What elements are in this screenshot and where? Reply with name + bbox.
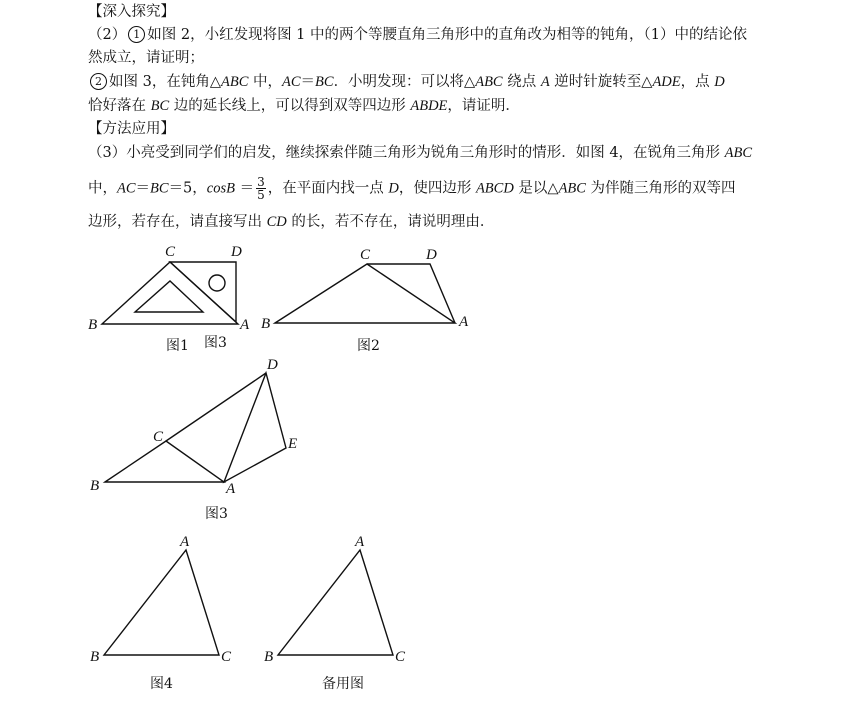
fig5-label-b: B <box>264 649 274 665</box>
fig3-label-c: C <box>153 429 164 445</box>
problem-2b-line-1: 2 如图 3，在钝角△ABC 中，AC＝BC．小明发现：可以将△ABC 绕点 A 逆时针旋转至△ADE，点 D <box>88 72 725 92</box>
fig3-label-a: A <box>226 481 236 497</box>
problem-3-line-2: 中，AC＝BC＝5，cosB ＝ $\frac{3}{5}$ ，在平面内找一点 D，使四边形 ABCD 是以△ABC 为伴随三角形的双等四 <box>88 175 736 202</box>
fig1-caption: 图1 <box>166 338 189 354</box>
fig3-caption: 图3 <box>205 506 228 522</box>
figure-4-triangle <box>104 550 219 655</box>
heading-explore: 【深入探究】 <box>88 4 175 20</box>
fig5-caption: 备用图 <box>322 676 364 692</box>
fig3-triangle-ade <box>224 373 286 482</box>
fig1-caption-overlap: 图3 <box>204 335 227 351</box>
fig4-label-c: C <box>221 649 232 665</box>
figure-2 <box>275 264 455 323</box>
fig1-circle-hole <box>209 275 225 291</box>
figure-1 <box>102 262 238 324</box>
fig3-label-e: E <box>288 436 298 452</box>
fig5-label-c: C <box>395 649 406 665</box>
circled-number-icon: 2 <box>90 73 107 90</box>
fig1-label-d: D <box>231 244 242 260</box>
fig2-label-d: D <box>426 247 437 263</box>
spare-figure-triangle <box>278 550 393 655</box>
figure-3 <box>105 373 286 482</box>
fig3-label-b: B <box>90 478 100 494</box>
fraction: $\frac{3}{5}$ <box>257 175 265 202</box>
problem-2-line-2: 然成立，请证明； <box>88 50 204 66</box>
problem-2b-line-2: 恰好落在 BC 边的延长线上，可以得到双等四边形 ABDE，请证明． <box>88 98 520 114</box>
fig1-outer-triangle <box>102 262 238 324</box>
problem-3-line-3: 边形，若存在，请直接写出 CD 的长，若不存在，请说明理由． <box>88 214 495 230</box>
fig4-caption: 图4 <box>150 676 173 692</box>
problem-3-line-1: （3）小亮受到同学们的启发，继续探索伴随三角形为锐角三角形时的情形．如图 4，在锐角三角形 ABC <box>88 145 753 161</box>
fig3-bc-extension <box>166 373 266 441</box>
fig3-triangle-abc <box>105 441 224 482</box>
fig3-label-d: D <box>267 357 278 373</box>
fig1-label-a: A <box>240 317 250 333</box>
fig2-caption: 图2 <box>357 338 380 354</box>
fig1-label-b: B <box>88 317 98 333</box>
heading-method: 【方法应用】 <box>88 121 175 137</box>
fig2-triangle-abc <box>275 264 455 323</box>
fig4-label-a: A <box>180 534 190 550</box>
fig1-label-c: C <box>165 244 176 260</box>
fig1-set-square <box>170 262 236 322</box>
problem-2-line-1: （2） 1 如图 2，小红发现将图 1 中的两个等腰直角三角形中的直角改为相等的钝角，（1）中的结论依 <box>88 27 747 43</box>
circled-number-icon: 1 <box>128 26 145 43</box>
fig2-label-a: A <box>459 314 469 330</box>
fig2-label-b: B <box>261 316 271 332</box>
fig2-label-c: C <box>360 247 371 263</box>
fig1-inner-triangle <box>135 281 203 312</box>
fig4-label-b: B <box>90 649 100 665</box>
fig5-label-a: A <box>355 534 365 550</box>
